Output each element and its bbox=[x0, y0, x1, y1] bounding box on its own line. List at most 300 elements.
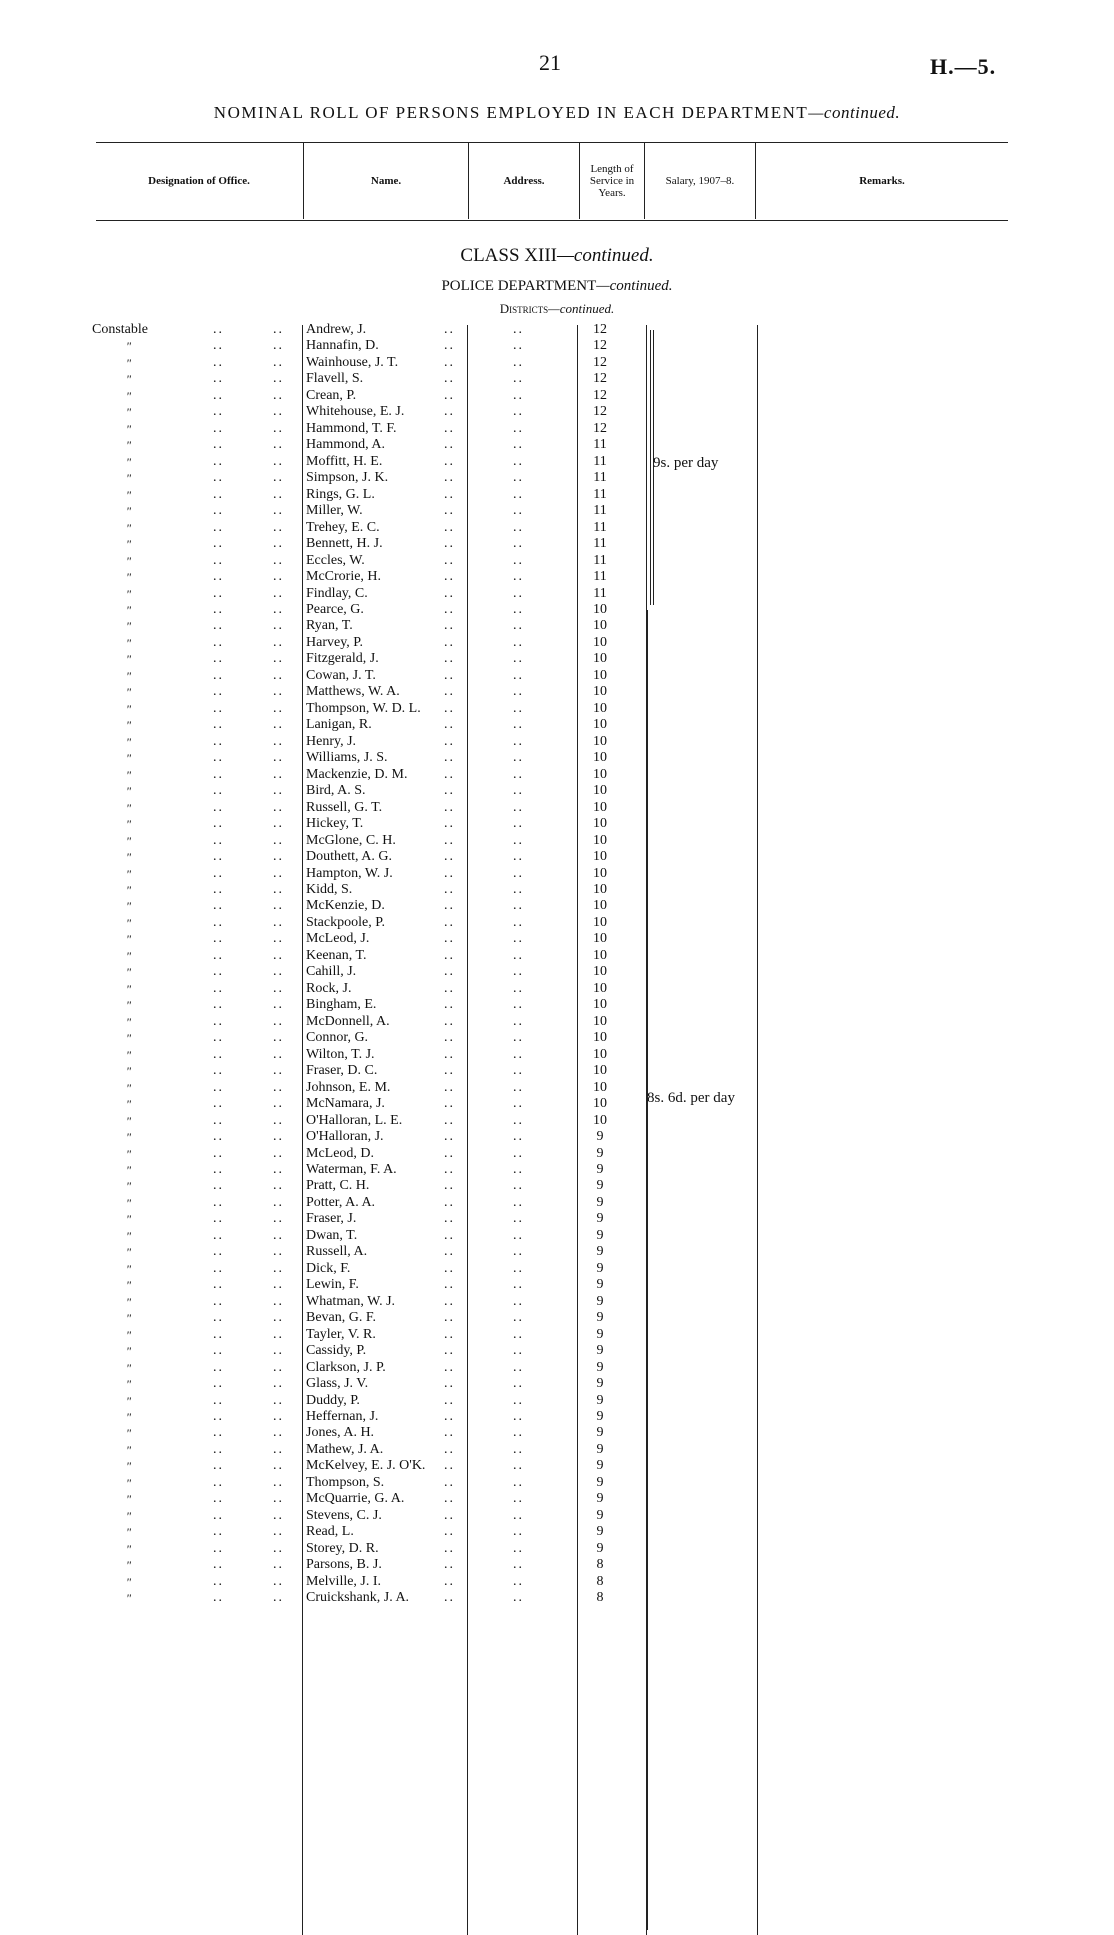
years-cell: 9 bbox=[596, 1194, 604, 1210]
leader-dots: .. bbox=[273, 733, 284, 749]
table-row bbox=[0, 1574, 1114, 1590]
leader-dots: .. bbox=[273, 980, 284, 996]
table-row bbox=[0, 882, 1114, 898]
name-cell: Cowan, J. T. bbox=[306, 667, 376, 683]
leader-dots: .. bbox=[444, 601, 455, 617]
designation-cell: Constable bbox=[92, 322, 148, 337]
years-cell: 10 bbox=[593, 914, 607, 930]
leader-dots: .. bbox=[213, 799, 224, 815]
table-row bbox=[0, 1195, 1114, 1211]
years-cell: 11 bbox=[593, 437, 607, 453]
address-cell: .. bbox=[513, 1441, 524, 1457]
leader-dots: .. bbox=[444, 1096, 455, 1112]
table-row bbox=[0, 1310, 1114, 1326]
leader-dots: .. bbox=[213, 783, 224, 799]
address-cell: .. bbox=[513, 1227, 524, 1243]
leader-dots: .. bbox=[444, 1046, 455, 1062]
leader-dots: .. bbox=[273, 1540, 284, 1556]
address-cell: .. bbox=[513, 766, 524, 782]
leader-dots: .. bbox=[213, 881, 224, 897]
leader-dots: .. bbox=[213, 1227, 224, 1243]
leader-dots: .. bbox=[213, 519, 224, 535]
address-cell: .. bbox=[513, 437, 524, 453]
leader-dots: .. bbox=[273, 651, 284, 667]
name-cell: Heffernan, J. bbox=[306, 1409, 379, 1425]
leader-dots: .. bbox=[213, 1557, 224, 1573]
ditto-mark: " bbox=[126, 1228, 132, 1243]
class-heading bbox=[0, 245, 1114, 267]
leader-dots: .. bbox=[444, 1343, 455, 1359]
address-cell: .. bbox=[513, 1161, 524, 1177]
name-cell: Kidd, S. bbox=[306, 881, 353, 897]
years-cell: 11 bbox=[593, 585, 607, 601]
address-cell: .. bbox=[513, 1096, 524, 1112]
name-cell: Henry, J. bbox=[306, 733, 357, 749]
leader-dots: .. bbox=[213, 914, 224, 930]
leader-dots: .. bbox=[444, 1474, 455, 1490]
leader-dots: .. bbox=[444, 898, 455, 914]
ditto-mark: " bbox=[126, 355, 132, 370]
ditto-mark: " bbox=[126, 1442, 132, 1457]
leader-dots: .. bbox=[213, 1260, 224, 1276]
table-row bbox=[0, 487, 1114, 503]
leader-dots: .. bbox=[213, 1573, 224, 1589]
leader-dots: .. bbox=[273, 1046, 284, 1062]
ditto-mark: " bbox=[126, 734, 132, 749]
table-row bbox=[0, 734, 1114, 750]
name-cell: Fraser, J. bbox=[306, 1211, 357, 1227]
leader-dots: .. bbox=[273, 634, 284, 650]
address-cell: .. bbox=[513, 569, 524, 585]
leader-dots: .. bbox=[444, 1392, 455, 1408]
table-row bbox=[0, 783, 1114, 799]
name-cell: Stevens, C. J. bbox=[306, 1507, 382, 1523]
address-cell: .. bbox=[513, 371, 524, 387]
leader-dots: .. bbox=[213, 1441, 224, 1457]
years-cell: 9 bbox=[596, 1178, 604, 1194]
leader-dots: .. bbox=[444, 1491, 455, 1507]
name-cell: Dwan, T. bbox=[306, 1227, 358, 1243]
col-header-designation: Designation of Office. bbox=[148, 175, 250, 187]
table-row bbox=[0, 1211, 1114, 1227]
table-row bbox=[0, 553, 1114, 569]
years-cell: 10 bbox=[593, 750, 607, 766]
name-cell: O'Halloran, J. bbox=[306, 1129, 384, 1145]
years-cell: 12 bbox=[593, 404, 607, 420]
page-number: 21 bbox=[539, 50, 561, 75]
years-cell: 9 bbox=[596, 1277, 604, 1293]
name-cell: Bingham, E. bbox=[306, 997, 377, 1013]
table-row bbox=[0, 1425, 1114, 1441]
address-cell: .. bbox=[513, 1046, 524, 1062]
address-cell: .. bbox=[513, 717, 524, 733]
leader-dots: .. bbox=[213, 1096, 224, 1112]
address-cell: .. bbox=[513, 404, 524, 420]
header-bottom-rule bbox=[96, 220, 1008, 221]
address-cell: .. bbox=[513, 1013, 524, 1029]
leader-dots: .. bbox=[273, 519, 284, 535]
years-cell: 9 bbox=[596, 1441, 604, 1457]
ditto-mark: " bbox=[126, 586, 132, 601]
name-cell: Keenan, T. bbox=[306, 947, 367, 963]
table-row bbox=[0, 1294, 1114, 1310]
address-cell: .. bbox=[513, 964, 524, 980]
address-cell: .. bbox=[513, 684, 524, 700]
leader-dots: .. bbox=[273, 601, 284, 617]
address-cell: .. bbox=[513, 354, 524, 370]
leader-dots: .. bbox=[273, 1557, 284, 1573]
table-row bbox=[0, 1327, 1114, 1343]
address-cell: .. bbox=[513, 1277, 524, 1293]
leader-dots: .. bbox=[273, 1013, 284, 1029]
leader-dots: .. bbox=[213, 1211, 224, 1227]
years-cell: 11 bbox=[593, 470, 607, 486]
ditto-mark: " bbox=[126, 701, 132, 716]
name-cell: Ryan, T. bbox=[306, 618, 353, 634]
ditto-mark: " bbox=[126, 619, 132, 634]
leader-dots: .. bbox=[444, 997, 455, 1013]
address-cell: .. bbox=[513, 1326, 524, 1342]
ditto-mark: " bbox=[126, 1393, 132, 1408]
leader-dots: .. bbox=[444, 1359, 455, 1375]
leader-dots: .. bbox=[444, 1573, 455, 1589]
years-cell: 9 bbox=[596, 1359, 604, 1375]
address-cell: .. bbox=[513, 322, 524, 337]
districts-heading-suffix: —continued. bbox=[548, 301, 615, 316]
name-cell: Duddy, P. bbox=[306, 1392, 360, 1408]
ditto-mark: " bbox=[126, 948, 132, 963]
ditto-mark: " bbox=[126, 1360, 132, 1375]
address-cell: .. bbox=[513, 980, 524, 996]
ditto-mark: " bbox=[126, 454, 132, 469]
years-cell: 12 bbox=[593, 322, 607, 337]
table-row bbox=[0, 1178, 1114, 1194]
leader-dots: .. bbox=[273, 470, 284, 486]
leader-dots: .. bbox=[273, 1359, 284, 1375]
years-cell: 9 bbox=[596, 1343, 604, 1359]
address-cell: .. bbox=[513, 338, 524, 354]
leader-dots: .. bbox=[444, 1129, 455, 1145]
leader-dots: .. bbox=[213, 651, 224, 667]
leader-dots: .. bbox=[444, 486, 455, 502]
leader-dots: .. bbox=[444, 700, 455, 716]
name-cell: Eccles, W. bbox=[306, 552, 365, 568]
leader-dots: .. bbox=[213, 980, 224, 996]
years-cell: 10 bbox=[593, 634, 607, 650]
leader-dots: .. bbox=[273, 338, 284, 354]
years-cell: 10 bbox=[593, 717, 607, 733]
address-cell: .. bbox=[513, 914, 524, 930]
leader-dots: .. bbox=[273, 354, 284, 370]
leader-dots: .. bbox=[213, 1409, 224, 1425]
table-row bbox=[0, 1508, 1114, 1524]
name-cell: Fitzgerald, J. bbox=[306, 651, 379, 667]
name-cell: Wainhouse, J. T. bbox=[306, 354, 399, 370]
name-cell: Hannafin, D. bbox=[306, 338, 379, 354]
name-cell: Findlay, C. bbox=[306, 585, 368, 601]
leader-dots: .. bbox=[444, 404, 455, 420]
leader-dots: .. bbox=[213, 1491, 224, 1507]
address-cell: .. bbox=[513, 1458, 524, 1474]
table-row bbox=[0, 602, 1114, 618]
leader-dots: .. bbox=[213, 1145, 224, 1161]
years-cell: 10 bbox=[593, 618, 607, 634]
name-cell: McGlone, C. H. bbox=[306, 832, 396, 848]
ditto-mark: " bbox=[126, 1097, 132, 1112]
address-cell: .. bbox=[513, 1260, 524, 1276]
table-row bbox=[0, 1129, 1114, 1145]
years-cell: 12 bbox=[593, 387, 607, 403]
table-row bbox=[0, 1557, 1114, 1573]
years-cell: 11 bbox=[593, 519, 607, 535]
leader-dots: .. bbox=[273, 404, 284, 420]
table-row bbox=[0, 1393, 1114, 1409]
table-row bbox=[0, 437, 1114, 453]
leader-dots: .. bbox=[213, 1540, 224, 1556]
address-cell: .. bbox=[513, 1557, 524, 1573]
name-cell: Stackpoole, P. bbox=[306, 914, 385, 930]
leader-dots: .. bbox=[213, 486, 224, 502]
ditto-mark: " bbox=[126, 850, 132, 865]
address-cell: .. bbox=[513, 997, 524, 1013]
table-row bbox=[0, 684, 1114, 700]
leader-dots: .. bbox=[273, 1112, 284, 1128]
years-cell: 11 bbox=[593, 503, 607, 519]
leader-dots: .. bbox=[273, 783, 284, 799]
address-cell: .. bbox=[513, 750, 524, 766]
name-cell: Whitehouse, E. J. bbox=[306, 404, 405, 420]
years-cell: 10 bbox=[593, 1046, 607, 1062]
leader-dots: .. bbox=[273, 503, 284, 519]
name-cell: Bennett, H. J. bbox=[306, 536, 383, 552]
address-cell: .. bbox=[513, 816, 524, 832]
address-cell: .. bbox=[513, 1376, 524, 1392]
ditto-mark: " bbox=[126, 1014, 132, 1029]
table-row bbox=[0, 1096, 1114, 1112]
ditto-mark: " bbox=[126, 784, 132, 799]
ditto-mark: " bbox=[126, 1344, 132, 1359]
leader-dots: .. bbox=[444, 1277, 455, 1293]
leader-dots: .. bbox=[273, 1310, 284, 1326]
leader-dots: .. bbox=[213, 1030, 224, 1046]
name-cell: McQuarrie, G. A. bbox=[306, 1491, 405, 1507]
ditto-mark: " bbox=[126, 1212, 132, 1227]
years-cell: 10 bbox=[593, 980, 607, 996]
leader-dots: .. bbox=[273, 1590, 284, 1606]
years-cell: 10 bbox=[593, 1013, 607, 1029]
leader-dots: .. bbox=[273, 420, 284, 436]
address-cell: .. bbox=[513, 783, 524, 799]
leader-dots: .. bbox=[444, 1458, 455, 1474]
ditto-mark: " bbox=[126, 1146, 132, 1161]
name-cell: Russell, A. bbox=[306, 1244, 368, 1260]
ditto-mark: " bbox=[126, 932, 132, 947]
ditto-mark: " bbox=[126, 866, 132, 881]
years-cell: 11 bbox=[593, 536, 607, 552]
leader-dots: .. bbox=[444, 437, 455, 453]
years-cell: 9 bbox=[596, 1376, 604, 1392]
address-cell: .. bbox=[513, 1343, 524, 1359]
leader-dots: .. bbox=[444, 914, 455, 930]
table-row bbox=[0, 404, 1114, 420]
name-cell: Johnson, E. M. bbox=[306, 1079, 391, 1095]
name-cell: Flavell, S. bbox=[306, 371, 364, 387]
name-cell: Connor, G. bbox=[306, 1030, 369, 1046]
leader-dots: .. bbox=[444, 470, 455, 486]
leader-dots: .. bbox=[213, 931, 224, 947]
leader-dots: .. bbox=[213, 700, 224, 716]
name-cell: Pratt, C. H. bbox=[306, 1178, 370, 1194]
leader-dots: .. bbox=[444, 1293, 455, 1309]
table-row bbox=[0, 1063, 1114, 1079]
name-cell: Pearce, G. bbox=[306, 601, 364, 617]
table-row bbox=[0, 1261, 1114, 1277]
ditto-mark: " bbox=[126, 685, 132, 700]
leader-dots: .. bbox=[444, 733, 455, 749]
ditto-mark: " bbox=[126, 899, 132, 914]
years-cell: 10 bbox=[593, 651, 607, 667]
address-cell: .. bbox=[513, 1112, 524, 1128]
table-row bbox=[0, 1014, 1114, 1030]
table-row bbox=[0, 1409, 1114, 1425]
address-cell: .. bbox=[513, 618, 524, 634]
leader-dots: .. bbox=[213, 684, 224, 700]
address-cell: .. bbox=[513, 1409, 524, 1425]
leader-dots: .. bbox=[444, 750, 455, 766]
leader-dots: .. bbox=[444, 420, 455, 436]
years-cell: 10 bbox=[593, 947, 607, 963]
years-cell: 9 bbox=[596, 1145, 604, 1161]
address-cell: .. bbox=[513, 601, 524, 617]
leader-dots: .. bbox=[444, 1524, 455, 1540]
name-cell: Moffitt, H. E. bbox=[306, 453, 383, 469]
leader-dots: .. bbox=[273, 881, 284, 897]
ditto-mark: " bbox=[126, 1047, 132, 1062]
leader-dots: .. bbox=[213, 387, 224, 403]
years-cell: 9 bbox=[596, 1474, 604, 1490]
ditto-mark: " bbox=[126, 504, 132, 519]
table-row bbox=[0, 635, 1114, 651]
leader-dots: .. bbox=[213, 552, 224, 568]
leader-dots: .. bbox=[444, 1557, 455, 1573]
col-header-address: Address. bbox=[503, 175, 545, 187]
leader-dots: .. bbox=[444, 1326, 455, 1342]
department-heading-main: POLICE DEPARTMENT bbox=[441, 278, 597, 294]
address-cell: .. bbox=[513, 1573, 524, 1589]
years-cell: 10 bbox=[593, 832, 607, 848]
address-cell: .. bbox=[513, 1474, 524, 1490]
ditto-mark: " bbox=[126, 438, 132, 453]
leader-dots: .. bbox=[444, 322, 455, 337]
table-row bbox=[0, 1524, 1114, 1540]
ditto-mark: " bbox=[126, 1475, 132, 1490]
leader-dots: .. bbox=[444, 354, 455, 370]
ditto-mark: " bbox=[126, 471, 132, 486]
leader-dots: .. bbox=[213, 404, 224, 420]
address-cell: .. bbox=[513, 536, 524, 552]
address-cell: .. bbox=[513, 1129, 524, 1145]
address-cell: .. bbox=[513, 420, 524, 436]
leader-dots: .. bbox=[273, 1260, 284, 1276]
ditto-mark: " bbox=[126, 1574, 132, 1589]
address-cell: .. bbox=[513, 585, 524, 601]
leader-dots: .. bbox=[444, 371, 455, 387]
leader-dots: .. bbox=[273, 387, 284, 403]
leader-dots: .. bbox=[444, 338, 455, 354]
ditto-mark: " bbox=[126, 1492, 132, 1507]
address-cell: .. bbox=[513, 1063, 524, 1079]
years-cell: 10 bbox=[593, 898, 607, 914]
leader-dots: .. bbox=[444, 1590, 455, 1606]
table-row bbox=[0, 668, 1114, 684]
leader-dots: .. bbox=[213, 1590, 224, 1606]
leader-dots: .. bbox=[213, 1079, 224, 1095]
leader-dots: .. bbox=[273, 849, 284, 865]
name-cell: Clarkson, J. P. bbox=[306, 1359, 386, 1375]
leader-dots: .. bbox=[213, 1194, 224, 1210]
years-cell: 11 bbox=[593, 486, 607, 502]
leader-dots: .. bbox=[444, 1079, 455, 1095]
roll-title-suffix: —continued. bbox=[808, 103, 901, 122]
table-row bbox=[0, 338, 1114, 354]
ditto-mark: " bbox=[126, 570, 132, 585]
ditto-mark: " bbox=[126, 1508, 132, 1523]
department-heading bbox=[0, 278, 1114, 295]
address-cell: .. bbox=[513, 486, 524, 502]
ditto-mark: " bbox=[126, 1525, 132, 1540]
name-cell: McLeod, J. bbox=[306, 931, 370, 947]
address-cell: .. bbox=[513, 651, 524, 667]
leader-dots: .. bbox=[213, 733, 224, 749]
years-cell: 9 bbox=[596, 1425, 604, 1441]
table-row bbox=[0, 1113, 1114, 1129]
years-cell: 10 bbox=[593, 799, 607, 815]
years-cell: 11 bbox=[593, 453, 607, 469]
name-cell: Tayler, V. R. bbox=[306, 1326, 376, 1342]
leader-dots: .. bbox=[444, 980, 455, 996]
years-cell: 10 bbox=[593, 601, 607, 617]
name-cell: McDonnell, A. bbox=[306, 1013, 390, 1029]
name-cell: Cahill, J. bbox=[306, 964, 357, 980]
table-row bbox=[0, 1376, 1114, 1392]
leader-dots: .. bbox=[213, 470, 224, 486]
leader-dots: .. bbox=[444, 1310, 455, 1326]
leader-dots: .. bbox=[444, 1441, 455, 1457]
years-cell: 9 bbox=[596, 1310, 604, 1326]
address-cell: .. bbox=[513, 1244, 524, 1260]
leader-dots: .. bbox=[444, 387, 455, 403]
leader-dots: .. bbox=[273, 618, 284, 634]
name-cell: Mackenzie, D. M. bbox=[306, 766, 408, 782]
salary-group-2-label: 8s. 6d. per day bbox=[647, 1090, 735, 1106]
leader-dots: .. bbox=[273, 322, 284, 337]
name-cell: Simpson, J. K. bbox=[306, 470, 389, 486]
leader-dots: .. bbox=[273, 997, 284, 1013]
name-cell: Lanigan, R. bbox=[306, 717, 372, 733]
leader-dots: .. bbox=[273, 816, 284, 832]
name-cell: Rings, G. L. bbox=[306, 486, 375, 502]
leader-dots: .. bbox=[273, 832, 284, 848]
address-cell: .. bbox=[513, 1491, 524, 1507]
name-cell: McKelvey, E. J. O'K. bbox=[306, 1458, 426, 1474]
table-row bbox=[0, 1030, 1114, 1046]
address-cell: .. bbox=[513, 1540, 524, 1556]
table-row bbox=[0, 981, 1114, 997]
leader-dots: .. bbox=[273, 569, 284, 585]
leader-dots: .. bbox=[444, 1030, 455, 1046]
leader-dots: .. bbox=[213, 338, 224, 354]
table-row bbox=[0, 1162, 1114, 1178]
